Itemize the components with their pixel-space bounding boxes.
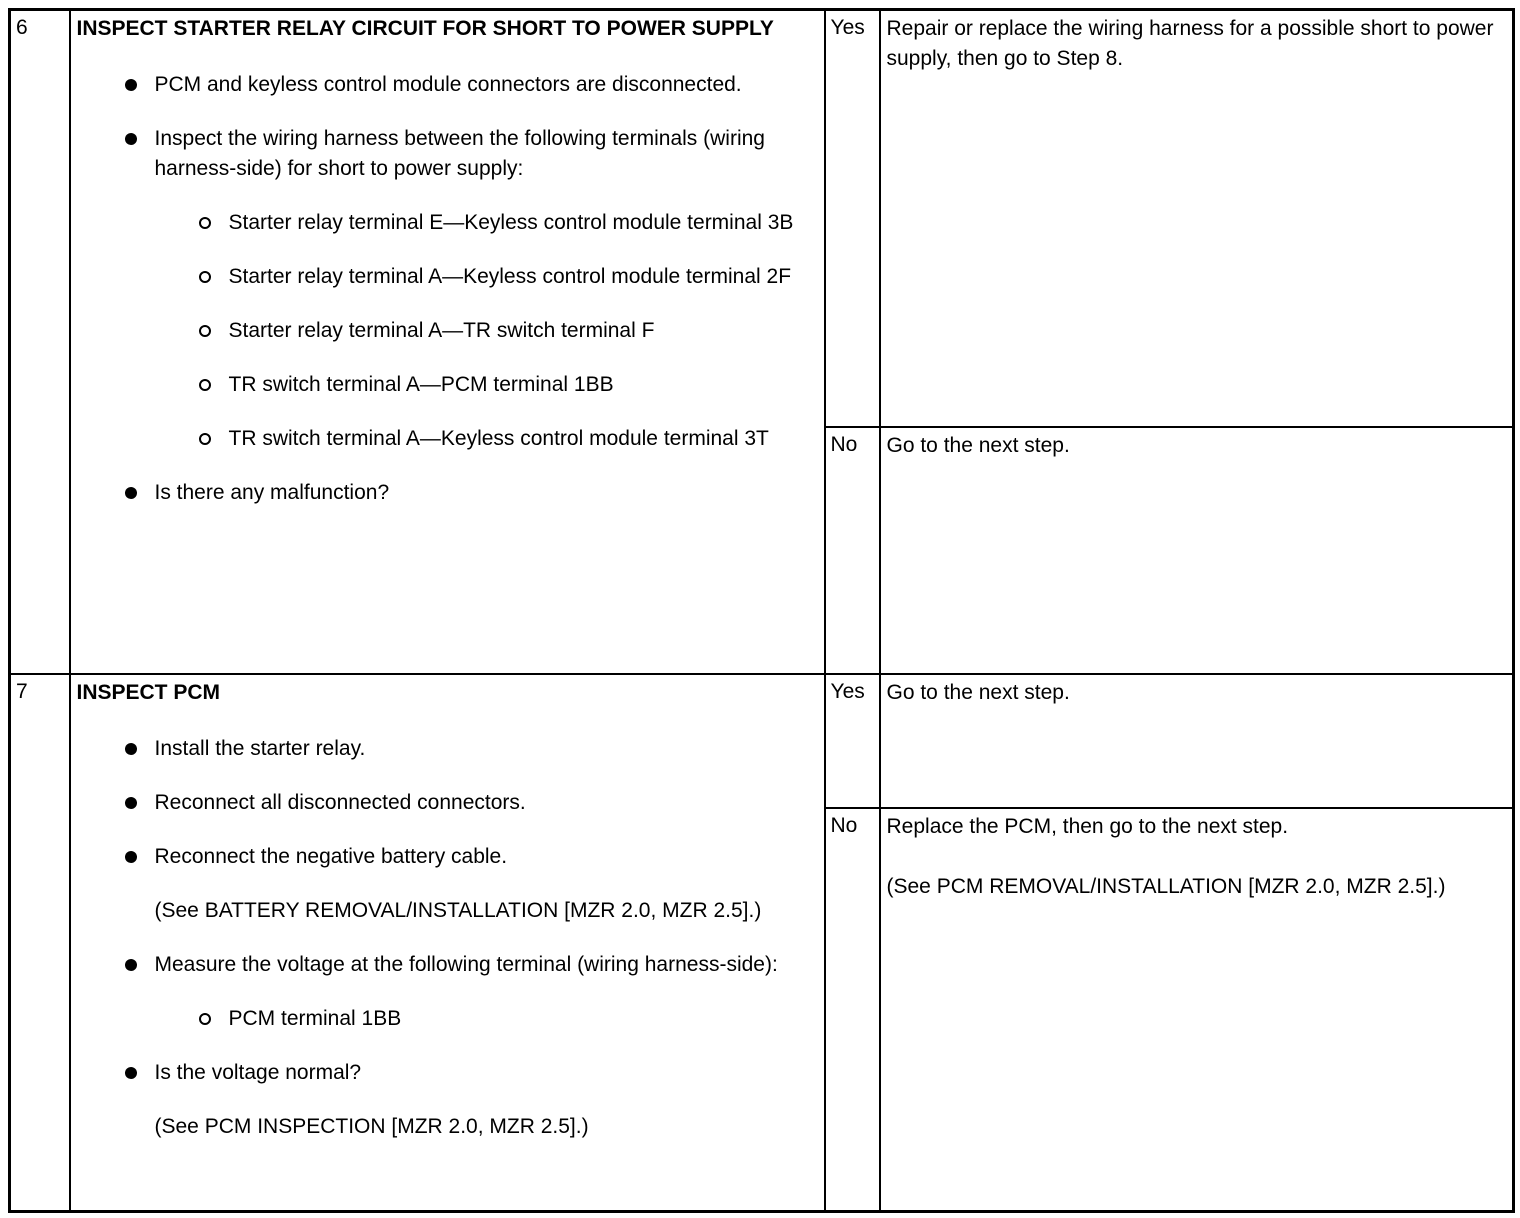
see-reference-note: (See PCM INSPECTION [MZR 2.0, MZR 2.5].): [154, 1114, 589, 1138]
bullet-item: [77, 788, 818, 818]
sub-bullet-text: Starter relay terminal A—Keyless control module terminal 2F: [228, 265, 792, 288]
bullet-item: [77, 70, 818, 100]
see-reference-note: (See BATTERY REMOVAL/INSTALLATION [MZR 2.0, MZR 2.5].): [154, 898, 762, 922]
filled-bullet-icon: [125, 959, 137, 971]
bullet-text: Inspect the wiring harness between the following terminals (wiring harness-side) for short to power supply:: [154, 127, 765, 180]
no-label-cell: No: [825, 808, 880, 1212]
bullet-item: [77, 124, 818, 184]
bullet-item: [77, 478, 818, 508]
action-cell-step6: [70, 10, 825, 674]
yes-result-text: Repair or replace the wiring harness for a possible short to power supply, then go to Step 8.: [886, 17, 1494, 70]
step-number-cell: 7: [10, 674, 70, 1212]
action-cell-step7: [70, 674, 825, 1212]
bullet-item: [77, 842, 818, 872]
filled-bullet-icon: [125, 851, 137, 863]
no-result-reference-note: (See PCM REMOVAL/INSTALLATION [MZR 2.0, MZR 2.5].): [886, 874, 1446, 898]
bullet-item: [77, 734, 818, 764]
open-bullet-icon: [199, 1013, 211, 1025]
yes-result-cell: [880, 674, 1514, 808]
filled-bullet-icon: [125, 79, 137, 91]
sub-bullet-item: [77, 1004, 818, 1034]
no-result-text: Go to the next step.: [886, 433, 1070, 457]
bullet-text: PCM and keyless control module connectors are disconnected.: [154, 73, 742, 96]
sub-bullet-item: [77, 424, 818, 454]
sub-bullet-item: [77, 370, 818, 400]
yes-label-cell: Yes: [825, 10, 880, 427]
step7-title: INSPECT PCM: [76, 680, 221, 704]
no-result-text: Replace the PCM, then go to the next step.: [886, 814, 1289, 838]
no-result-cell: [880, 808, 1514, 1212]
filled-bullet-icon: [125, 743, 137, 755]
bullet-text: Reconnect the negative battery cable.: [154, 844, 508, 868]
bullet-text: Reconnect all disconnected connectors.: [154, 790, 526, 814]
filled-bullet-icon: [125, 487, 137, 499]
sub-bullet-text: Starter relay terminal E—Keyless control module terminal 3B: [228, 211, 794, 234]
filled-bullet-icon: [125, 1067, 137, 1079]
bullet-text: Measure the voltage at the following terminal (wiring harness-side):: [154, 952, 778, 976]
open-bullet-icon: [199, 433, 211, 445]
open-bullet-icon: [199, 325, 211, 337]
filled-bullet-icon: [125, 797, 137, 809]
step-number-cell: 6: [10, 10, 70, 674]
sub-bullet-text: TR switch terminal A—PCM terminal 1BB: [228, 373, 614, 396]
sub-bullet-text: TR switch terminal A—Keyless control module terminal 3T: [228, 427, 769, 450]
yes-result-cell: [880, 10, 1514, 427]
open-bullet-icon: [199, 271, 211, 283]
open-bullet-icon: [199, 379, 211, 391]
sub-bullet-item: [77, 262, 818, 292]
bullet-text: Install the starter relay.: [154, 736, 366, 760]
sub-bullet-text: Starter relay terminal A—TR switch terminal F: [228, 319, 655, 342]
bullet-text: Is the voltage normal?: [154, 1060, 362, 1084]
yes-result-text: Go to the next step.: [886, 680, 1070, 704]
step6-title: INSPECT STARTER RELAY CIRCUIT FOR SHORT TO POWER SUPPLY: [76, 17, 774, 40]
filled-bullet-icon: [125, 133, 137, 145]
no-label-cell: No: [825, 427, 880, 674]
bullet-item: [77, 1058, 818, 1088]
no-result-cell: [880, 427, 1514, 674]
open-bullet-icon: [199, 217, 211, 229]
sub-bullet-item: [77, 316, 818, 346]
sub-bullet-text: PCM terminal 1BB: [228, 1006, 402, 1030]
yes-label-cell: Yes: [825, 674, 880, 808]
sub-bullet-item: [77, 208, 818, 238]
diagnostic-procedure-table: [8, 8, 1515, 1213]
bullet-item: [77, 950, 818, 980]
bullet-text: Is there any malfunction?: [154, 481, 390, 504]
